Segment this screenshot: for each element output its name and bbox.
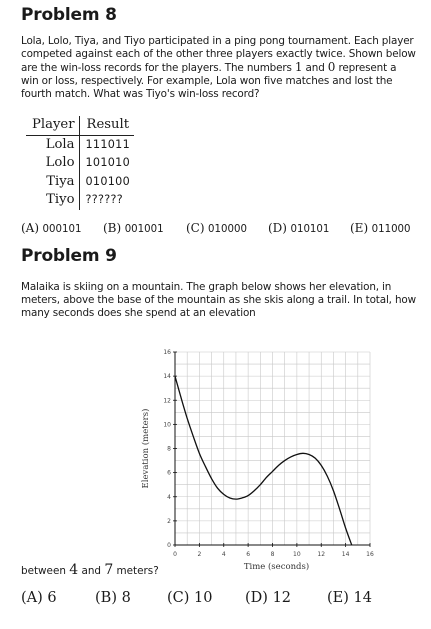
choice-label: (A) <box>21 590 43 606</box>
choice-label: (D) <box>245 590 268 606</box>
y-tick-label: 2 <box>167 517 171 525</box>
y-tick-label: 12 <box>163 397 171 405</box>
choice-value: 6 <box>47 590 57 606</box>
choice-value: 010000 <box>208 224 247 235</box>
problem-8-text-part1: Lola, Lolo, Tiya, and Tiyo participated in a ping pong tournament. Each player competed against each of the other three players exactly twice. Shown below are the win-loss records for the players. The numbers <box>21 35 416 74</box>
x-tick-label: 10 <box>293 551 301 558</box>
x-tick-label: 2 <box>197 551 202 558</box>
math-zero: 0 <box>327 59 336 74</box>
choice-e[interactable] <box>327 590 372 606</box>
player-name: Tiya <box>26 173 79 192</box>
y-tick-label: 8 <box>167 445 171 453</box>
choice-label: (C) <box>186 221 205 235</box>
player-name: Tiyo <box>26 191 79 210</box>
choice-label: (E) <box>327 590 349 606</box>
choice-value: 14 <box>353 590 372 606</box>
y-tick-label: 0 <box>167 542 171 549</box>
y-tick-label: 14 <box>163 373 171 381</box>
math-one: 1 <box>294 59 303 74</box>
choice-label: (E) <box>350 221 369 235</box>
between-text-3: meters? <box>113 565 159 577</box>
math-seven: 7 <box>104 562 114 578</box>
player-result: ?????? <box>85 193 123 206</box>
y-tick-label: 6 <box>167 469 171 477</box>
player-result: 101010 <box>85 156 131 169</box>
player-name: Lola <box>26 135 79 154</box>
x-axis-label: Time (seconds) <box>243 562 310 572</box>
y-tick-label: 16 <box>163 349 171 356</box>
between-text-1: between <box>21 565 70 577</box>
choice-label: (C) <box>167 590 190 606</box>
y-tick-label: 10 <box>163 421 171 429</box>
x-tick-label: 0 <box>173 551 177 558</box>
grid <box>175 352 370 545</box>
header-player: Player <box>26 116 79 135</box>
y-axis-label: Elevation (meters) <box>141 408 151 489</box>
y-tick-label: 4 <box>167 493 171 501</box>
choice-c[interactable] <box>167 590 212 606</box>
x-tick-label: 4 <box>221 551 226 558</box>
tick-labels <box>163 349 374 558</box>
between-text-2: and <box>78 565 105 577</box>
x-tick-label: 12 <box>317 551 326 558</box>
player-name: Lolo <box>26 154 79 173</box>
choice-value: 010101 <box>290 224 330 235</box>
x-tick-label: 6 <box>246 551 251 558</box>
choice-value: 001001 <box>124 224 164 235</box>
choice-value: 10 <box>194 590 213 606</box>
x-tick-label: 8 <box>270 551 275 558</box>
choice-value: 12 <box>272 590 292 606</box>
x-tick-label: 16 <box>366 551 374 558</box>
choice-b[interactable] <box>95 590 131 606</box>
player-result: 010100 <box>85 174 131 188</box>
player-result: 111011 <box>85 137 131 151</box>
problem-8-heading: Problem 8 <box>21 5 117 25</box>
choice-label: (B) <box>95 590 117 606</box>
choice-label: (D) <box>268 221 287 235</box>
problem-8-text-part3: represent a win or loss, respectively. For example, Lola won five matches and lost the fourth match. What was Tiyo's win-loss record? <box>21 61 397 100</box>
choice-d[interactable] <box>245 590 291 606</box>
problem-8-text-part2: and <box>302 61 328 74</box>
choice-a[interactable] <box>21 590 57 606</box>
axes <box>173 352 370 547</box>
choice-label: (A) <box>21 221 40 235</box>
choice-value: 011000 <box>371 224 411 235</box>
problem-9-heading: Problem 9 <box>21 246 117 266</box>
math-four: 4 <box>69 562 79 578</box>
x-tick-label: 14 <box>341 551 350 558</box>
choice-value: 000101 <box>42 224 82 235</box>
choice-value: 8 <box>121 590 131 606</box>
problem-9-text: Malaika is skiing on a mountain. The graph below shows her elevation, in meters, above the base of the mountain as she skis along a trail. In total, how many seconds does she spend at an elevation <box>21 281 416 319</box>
header-result: Result <box>79 116 134 135</box>
problem-9-text-continued <box>21 562 159 578</box>
choice-label: (B) <box>103 221 122 235</box>
